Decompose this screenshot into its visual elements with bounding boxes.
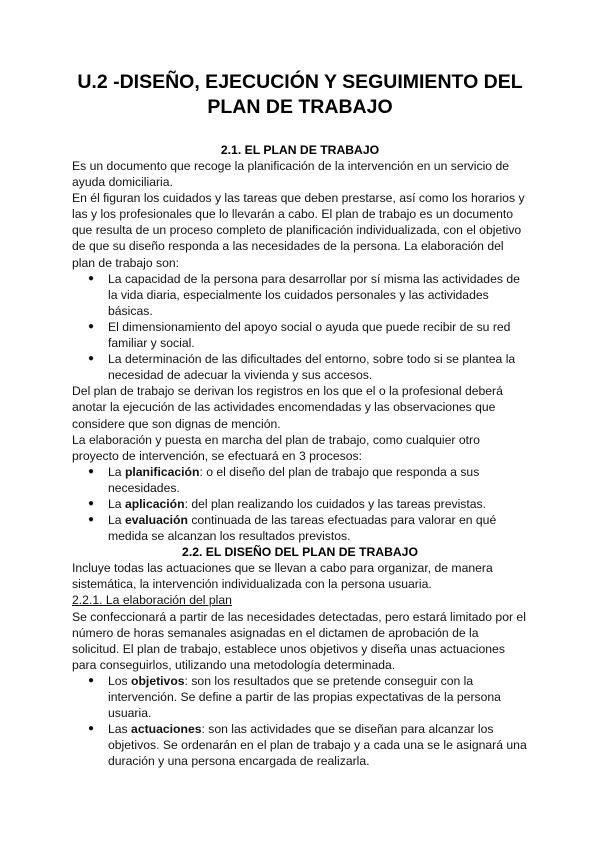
bullet-icon: ● xyxy=(88,497,95,509)
list-item-text: La capacidad de la persona para desarrollar por sí misma las actividades de la vida diaria, especialmente los cuidados personales y las actividades básicas. xyxy=(108,271,520,318)
list-item xyxy=(88,721,528,769)
list-item-keyword: actuaciones xyxy=(131,722,202,737)
list-item-text: : son las actividades que se diseñan para alcanzar los objetivos. Se ordenarán en el plan de trabajo y a cada una se le asignará una duración y una persona encargada de realizarla. xyxy=(108,722,527,769)
bullet-icon: ● xyxy=(88,353,95,365)
list-item-prefix: La xyxy=(108,464,125,479)
list-item-text: continuada de las tareas efectuadas para valorar en qué medida se alcanzan los resultados previstos. xyxy=(108,513,497,544)
bullet-icon: ● xyxy=(88,320,95,332)
paragraph: La elaboración y puesta en marcha del plan de trabajo, como cualquier otro proyecto de intervención, se efectuará en 3 procesos: xyxy=(72,432,480,463)
bullet-icon: ● xyxy=(88,465,95,477)
list-item-prefix: La xyxy=(108,513,125,528)
paragraph: Incluye todas las actuaciones que se llevan a cabo para organizar, de manera sistemática, la intervención individualizada con la persona usuaria. xyxy=(72,561,493,592)
list-item-prefix: La xyxy=(108,496,125,511)
list-item-keyword: aplicación xyxy=(124,496,185,511)
bullet-list xyxy=(72,464,528,544)
list-item-text: La determinación de las dificultades del entorno, sobre todo si se plantea la necesidad de adecuar la vivienda y sus accesos. xyxy=(108,352,516,383)
paragraph: Se confeccionará a partir de las necesidades detectadas, pero estará limitado por el número de horas semanales asignadas en el dictamen de aprobación de la solicitud. El plan de trabajo, establece unos objetivos y diseña unas actuaciones para conseguirlos, utilizando una metodología determinada. xyxy=(72,609,526,672)
bullet-list xyxy=(72,271,528,384)
list-item-text: : del plan realizando los cuidados y las tareas previstas. xyxy=(184,496,487,511)
list-item-text: : son los resultados que se pretende conseguir con la intervención. Se define a partir de las propias expectativas de la persona usuaria. xyxy=(108,673,501,721)
list-item xyxy=(88,319,528,351)
list-item-keyword: objetivos xyxy=(131,673,185,688)
bullet-icon: ● xyxy=(88,674,95,686)
list-item xyxy=(88,673,528,721)
bullet-icon: ● xyxy=(88,514,95,526)
list-item-prefix: Las xyxy=(108,722,132,737)
section-heading-plan: 2.1. EL PLAN DE TRABAJO xyxy=(220,143,380,157)
bullet-icon: ● xyxy=(88,723,95,735)
list-item-prefix: Los xyxy=(108,673,132,688)
list-item-keyword: evaluación xyxy=(124,513,188,528)
list-item xyxy=(88,496,528,512)
paragraph: Del plan de trabajo se derivan los registros en los que el o la profesional deberá anotar la ejecución de las actividades encomendadas y las observaciones que considere que son dignas de mención. xyxy=(72,384,503,431)
bullet-list xyxy=(72,673,528,770)
section-heading-design: 2.2. EL DISEÑO DEL PLAN DE TRABAJO xyxy=(182,545,418,560)
list-item xyxy=(88,464,528,496)
paragraph: Es un documento que recoge la planificación de la intervención en un servicio de ayuda domiciliaria. xyxy=(72,159,509,190)
document-title: U.2 -DISEÑO, EJECUCIÓN Y SEGUIMIENTO DEL PLAN DE TRABAJO xyxy=(77,71,523,118)
paragraph: En él figuran los cuidados y las tareas que deben prestarse, así como los horarios y las y los profesionales que lo llevarán a cabo. El plan de trabajo es un documento que resulta de un proceso completo de planificación individualizada, con el objetivo de que su diseño responda a las necesidades de la persona. La elaboración del plan de trabajo son: xyxy=(72,191,525,270)
list-item-text: El dimensionamiento del apoyo social o ayuda que puede recibir de su red familiar y social. xyxy=(108,319,511,351)
list-item xyxy=(88,271,528,319)
list-item xyxy=(88,512,528,544)
bullet-icon: ● xyxy=(88,272,95,284)
subsection-heading: 2.2.1. La elaboración del plan xyxy=(72,593,232,608)
list-item-text: : o el diseño del plan de trabajo que responda a sus necesidades. xyxy=(108,464,480,495)
list-item xyxy=(88,351,528,383)
list-item-keyword: planificación xyxy=(124,464,200,479)
